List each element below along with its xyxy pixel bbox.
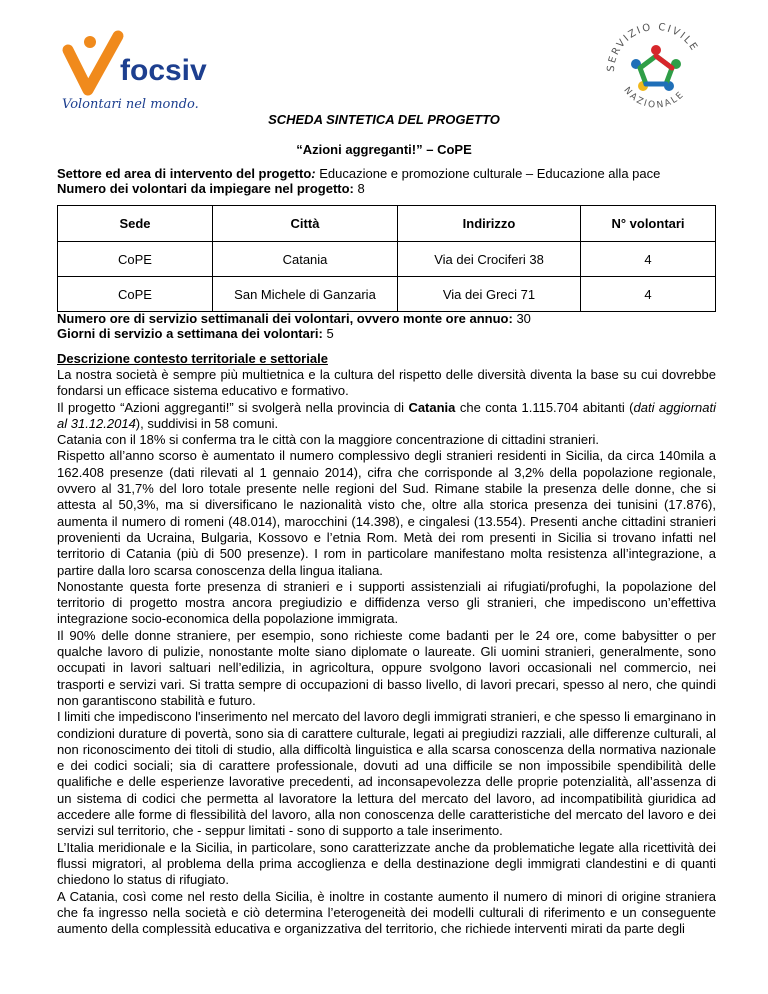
document-title: SCHEDA SINTETICA DEL PROGETTO — [268, 112, 500, 127]
settore-line — [57, 166, 717, 182]
settore-label: Settore ed area di intervento del progetto — [57, 166, 312, 181]
project-title: “Azioni aggreganti!” – CoPE — [296, 142, 472, 157]
settore-sep: : — [311, 166, 316, 181]
volontari-label: Numero dei volontari da impiegare nel progetto: — [57, 181, 354, 196]
table-cell: 4 — [581, 242, 716, 277]
table-header-cell: Città — [213, 206, 398, 242]
table-cell: San Michele di Ganzaria — [213, 277, 398, 312]
svg-text:NAZIONALE — [621, 86, 687, 111]
paragraph: I limiti che impediscono l'inserimento nel mercato del lavoro degli immigrati stranieri, e che spesso li emarginano in condizioni durature di povertà, sono sia di carattere culturale, legati ai pregiudizi razziali, alle differenze culturali, al non riconoscimento dei titoli di studio, alla difficoltà linguistica e alla scarsa conoscenza della normativa nazionale e dei codici sociali; sia di carattere professionale, dovuti ad una difficile se non impossibile spendibilità delle qualifiche e delle esperienze lavorative precedenti, ad inconsapevolezza delle proprie potenzialità, all’assenza di un sistema di codici che permetta al lavoratore la lettura del mercato del lavoro, ad incompatibilità giuridica ad accedere alle forme di flessibilità del lavoro, alla non conoscenza delle caratteristiche del mercato del lavoro e dei servizi sul territorio, che - seppur limitati - sono di supporto a tale inserimento. — [57, 709, 716, 839]
table-header-cell: N° volontari — [581, 206, 716, 242]
paragraph: Catania con il 18% si conferma tra le città con la maggiore concentrazione di cittadini stranieri. — [57, 432, 599, 448]
paragraph: L’Italia meridionale e la Sicilia, in particolare, sono caratterizzate anche da problematiche legate alla ricettività dei flussi migratori, al problema della prima accoglienza e della destinazione degli immigrati clandestini e di quanti chiedono lo status di rifugiato. — [57, 839, 716, 888]
volontari-value: 8 — [353, 181, 365, 196]
focsiv-tagline: Volontari nel mondo. — [62, 97, 199, 112]
scn-text-top: SERVIZIO CIVILE — [605, 21, 701, 73]
paragraph: A Catania, così come nel resto della Sicilia, è inoltre in costante aumento il numero di minori di origine straniera che fa ingresso nella società e ciò determina l’eterogeneità dei modelli culturali di riferimento e un conseguente aumento della complessità educativa e organizzativa del territorio, che richiede interventi mirati da parte degli — [57, 888, 716, 937]
ore-label: Numero ore di servizio settimanali dei volontari, ovvero monte ore annuo: — [57, 311, 513, 326]
paragraph: Rispetto all’anno scorso è aumentato il numero complessivo degli stranieri residenti in Sicilia, da circa 140mila a 162.408 presenze (dati rilevati al 1 gennaio 2014), cifra che corrisponde al 3,2% della popolazione regionale, ovvero al 31,7% del loro totale presente nelle regioni del Sud. Rimane stabile la presenza delle donne, che si attesta al 50,3%, ma si diversificano le nazionalità visto che, oltre alla storica presenza dei tunisini (17.876), aumenta il numero di romeni (48.014), marocchini (14.398), e cingalesi (13.554). Presenti anche cittadini stranieri provenienti da Ucraina, Bulgaria, Kossovo e l’etnia Rom. Metà dei rom presenti in Sicilia si trovano infatti nel territorio di Catania (più di 500 presenze). I rom in particolare manifestano molta resistenza all’integrazione, a partire dalla loro scarsa conoscenza della lingua italiana. — [57, 448, 716, 578]
giorni-line — [57, 326, 717, 342]
table-cell: 4 — [581, 277, 716, 312]
ore-line — [57, 311, 717, 327]
table-cell: Via dei Greci 71 — [398, 277, 581, 312]
volontari-line — [57, 181, 717, 197]
scn-text-bottom: NAZIONALE — [621, 85, 687, 111]
table-cell: CoPE — [58, 242, 213, 277]
table-cell: Via dei Crociferi 38 — [398, 242, 581, 277]
section-heading: Descrizione contesto territoriale e settoriale — [57, 351, 328, 366]
paragraph: La nostra società è sempre più multietnica e la cultura del rispetto delle diversità diventa la base su cui dovrebbe fondarsi un efficace sistema educativo e formativo. — [57, 367, 716, 399]
section-body — [57, 367, 716, 937]
settore-value: Educazione e promozione culturale – Educazione alla pace — [315, 166, 661, 181]
focsiv-wordmark: focsiv — [120, 54, 207, 87]
table-cell: CoPE — [58, 277, 213, 312]
paragraph: Nonostante questa forte presenza di stranieri e i supporti assistenziali ai rifugiati/profughi, la popolazione del territorio di progetto mostra ancora pregiudizio e diffidenza verso gli stranieri, che impediscono un’effettiva integrazione socio-economica della popolazione immigrata. — [57, 578, 716, 627]
table-header-cell: Sede — [58, 206, 213, 242]
paragraph: Il progetto “Azioni aggreganti!” si svolgerà nella provincia di Catania che conta 1.115.704 abitanti (dati aggiornati al 31.12.2014), suddivisi in 58 comuni. — [57, 399, 716, 431]
table-cell: Catania — [213, 242, 398, 277]
servizio-civile-logo — [600, 12, 712, 124]
giorni-label: Giorni di servizio a settimana dei volontari: — [57, 326, 323, 341]
table-header-cell: Indirizzo — [398, 206, 581, 242]
table-row — [58, 242, 716, 277]
paragraph: Il 90% delle donne straniere, per esempio, sono richieste come badanti per le 24 ore, come babysitter o per qualche lavoro di pulizie, nonostante molte siano diplomate o laureate. Gli uomini stranieri, generalmente, sono occupati in lavori saltuari nell’edilizia, in agricoltura, oppure svolgono lavori occasionali nel commercio, nei trasporti e servizi vari. Si tratta sempre di occupazioni di basso livello, di lavori precari, spesso al nero, che quindi non garantiscono stabilità e futuro. — [57, 627, 716, 708]
sedi-table — [57, 205, 716, 312]
ore-value: 30 — [512, 311, 531, 326]
giorni-value: 5 — [322, 326, 334, 341]
focsiv-logo — [60, 28, 230, 118]
scn-star-icon — [631, 45, 681, 91]
table-row — [58, 277, 716, 312]
table-header-row — [58, 206, 716, 242]
